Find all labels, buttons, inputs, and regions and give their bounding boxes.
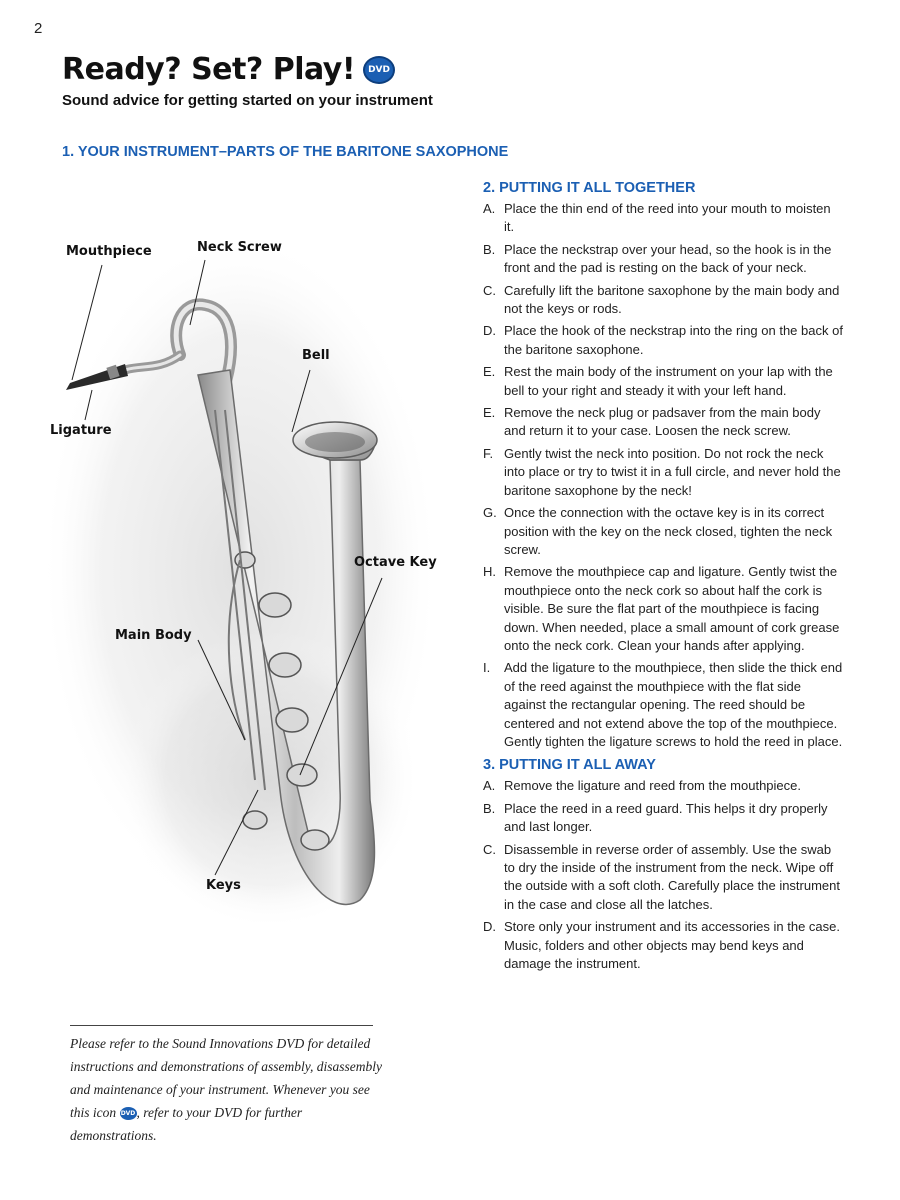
step-item [483, 282, 843, 319]
step-item [483, 241, 843, 278]
step-letter: F. [483, 445, 494, 461]
step-letter: C. [483, 282, 496, 298]
step-text: Store only your instrument and its accessories in the case. Music, folders and other objects may bend keys and damage the instrument. [504, 919, 840, 972]
step-letter: B. [483, 241, 496, 257]
step-text: Rest the main body of the instrument on your lap with the bell to your right and steady it with your left hand. [504, 364, 833, 398]
dvd-footnote [70, 1032, 390, 1147]
step-letter: D. [483, 323, 496, 339]
step-text: Remove the ligature and reed from the mouthpiece. [504, 778, 802, 794]
step-letter: I. [483, 660, 491, 676]
step-letter: D. [483, 919, 496, 935]
dvd-icon: DVD [363, 56, 395, 84]
label-main-body: Main Body [115, 628, 192, 643]
baritone-saxophone-figure [30, 180, 450, 980]
step-text: Remove the neck plug or padsaver from the main body and return it to your case. Loosen the neck screw. [504, 405, 821, 439]
dvd-icon: DVD [120, 1107, 137, 1120]
step-text: Disassemble in reverse order of assembly. Use the swab to dry the inside of the instrument from the neck. Wipe off the outside with a soft cloth. Carefully place the instrument in the case and close all the latches. [504, 841, 841, 912]
step-item [483, 563, 843, 655]
step-item [483, 800, 843, 837]
step-text: Add the ligature to the mouthpiece, then slide the thick end of the reed against the mouthpiece with the flat side against the rectangular opening. The reed should be centered and not extend above the top of the mouthpiece. Gently tighten the ligature screws to hold the reed in place. [504, 660, 843, 749]
footnote-text-after: , refer to your DVD for further demonstrations. [70, 1105, 303, 1143]
step-item [483, 363, 843, 400]
step-letter: A. [483, 778, 496, 794]
step-text: Place the thin end of the reed into your mouth to moisten it. [504, 201, 831, 235]
step-letter: A. [483, 201, 496, 216]
step-item [483, 322, 843, 359]
step-letter: G. [483, 505, 497, 521]
step-item [483, 777, 843, 795]
footnote-divider [70, 1025, 373, 1026]
label-neck-screw: Neck Screw [197, 240, 282, 255]
assembly-steps-list [483, 200, 843, 751]
section2-heading: 2. PUTTING IT ALL TOGETHER [483, 180, 696, 196]
step-letter: B. [483, 800, 496, 816]
step-letter: H. [483, 564, 496, 580]
step-item [483, 918, 843, 973]
instructions-column [483, 180, 843, 979]
title-row [62, 52, 395, 87]
step-item [483, 445, 843, 500]
step-item [483, 841, 843, 915]
step-letter: E. [483, 405, 496, 421]
step-text: Gently twist the neck into position. Do not rock the neck into place or try to twist it in a full circle, and never hold the baritone saxophone by the neck! [504, 445, 841, 498]
step-letter: C. [483, 841, 496, 857]
step-item [483, 404, 843, 441]
section1-heading: 1. YOUR INSTRUMENT–PARTS OF THE BARITONE SAXOPHONE [62, 144, 509, 160]
disassembly-steps-list [483, 777, 843, 973]
label-bell: Bell [302, 348, 330, 363]
step-letter: E. [483, 364, 496, 380]
step-item [483, 504, 843, 559]
step-text: Place the hook of the neckstrap into the ring on the back of the baritone saxophone. [504, 323, 843, 357]
label-ligature: Ligature [50, 423, 112, 438]
step-text: Once the connection with the octave key is in its correct position with the key on the neck closed, tighten the neck screw. [504, 505, 833, 557]
step-text: Place the neckstrap over your head, so the hook is in the front and the pad is resting on the back of your neck. [504, 241, 832, 276]
step-item [483, 659, 843, 751]
step-text: Carefully lift the baritone saxophone by the main body and not the keys or rods. [504, 282, 840, 317]
page-title: Ready? Set? Play! [62, 52, 356, 87]
step-text: Remove the mouthpiece cap and ligature. Gently twist the mouthpiece onto the neck cork so about half the cork is visible. Be sure the flat part of the mouthpiece is facing down. When needed, place a small amount of cork grease onto the neck cork. Clean your hands after applying. [504, 564, 840, 653]
label-mouthpiece: Mouthpiece [66, 244, 152, 259]
saxophone-illustration [30, 180, 450, 980]
page-subtitle: Sound advice for getting started on your instrument [62, 92, 433, 109]
page-number: 2 [34, 20, 43, 37]
step-item [483, 200, 843, 237]
label-octave-key: Octave Key [354, 555, 437, 570]
footnote-text-before: Please refer to the Sound Innovations DVD for detailed instructions and demonstrations of assembly, disassembly and maintenance of your instrument. Whenever you see this icon [70, 1036, 383, 1120]
label-keys: Keys [206, 878, 241, 893]
section3-heading: 3. PUTTING IT ALL AWAY [483, 757, 656, 774]
step-text: Place the reed in a reed guard. This helps it dry properly and last longer. [504, 800, 828, 835]
